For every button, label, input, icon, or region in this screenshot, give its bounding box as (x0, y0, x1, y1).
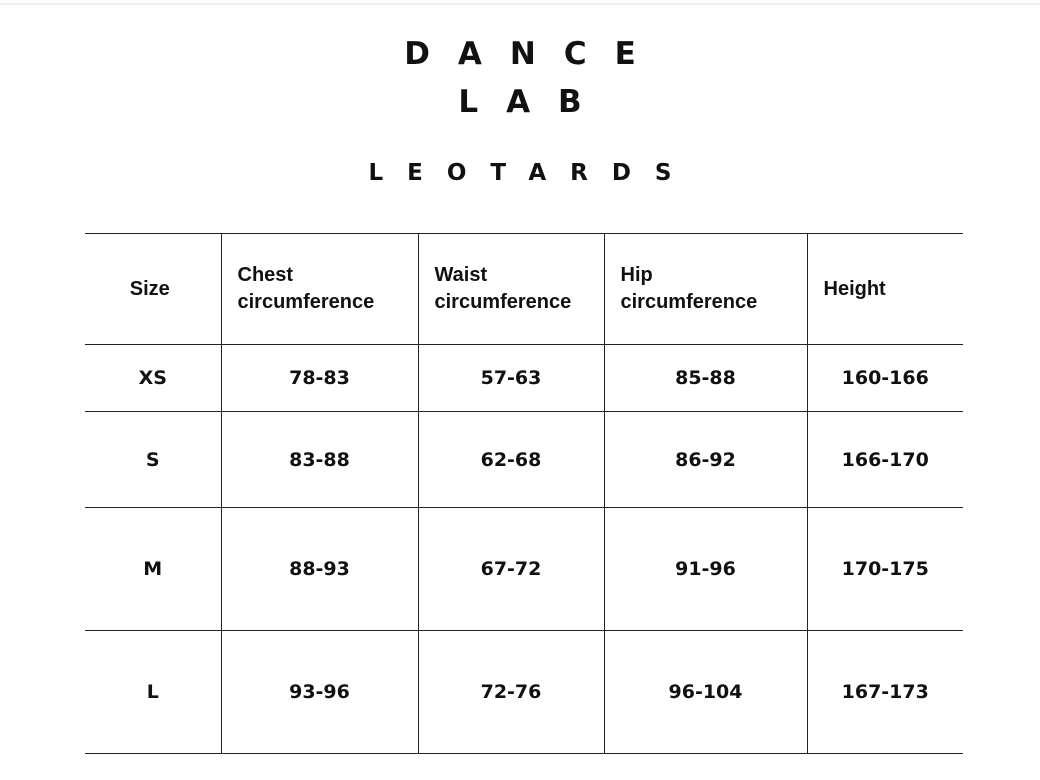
header-hip-line-2: circumference (620, 291, 758, 313)
header-hip (604, 234, 807, 345)
header-chest (221, 234, 418, 345)
cell-chest: 88-93 (221, 508, 418, 631)
table-row (85, 508, 963, 631)
header-size: Size (85, 234, 221, 345)
size-chart-table (85, 233, 963, 754)
page-title: LEOTARDS (368, 160, 696, 186)
cell-size: S (85, 412, 221, 508)
header-waist (418, 234, 604, 345)
header-chest-line-2: circumference (237, 291, 375, 313)
cell-height: 166-170 (807, 412, 963, 508)
cell-hip: 96-104 (604, 631, 807, 754)
cell-hip: 91-96 (604, 508, 807, 631)
table-header-row (85, 234, 963, 345)
cell-height: 170-175 (807, 508, 963, 631)
brand-line-1: DANCE (404, 36, 664, 72)
header-waist-line-2: circumference (434, 291, 572, 313)
cell-height: 167-173 (807, 631, 963, 754)
cell-waist: 57-63 (418, 345, 604, 412)
table-row (85, 345, 963, 412)
cell-size: L (85, 631, 221, 754)
brand-logo (0, 30, 1040, 126)
cell-waist: 62-68 (418, 412, 604, 508)
cell-hip: 85-88 (604, 345, 807, 412)
brand-line-2: LAB (458, 84, 610, 120)
top-divider (0, 3, 1040, 5)
table-row (85, 631, 963, 754)
header-height: Height (807, 234, 963, 345)
cell-hip: 86-92 (604, 412, 807, 508)
cell-chest: 78-83 (221, 345, 418, 412)
header-hip-line-1: Hip (620, 264, 653, 286)
cell-chest: 83-88 (221, 412, 418, 508)
header-chest-line-1: Chest (237, 264, 294, 286)
cell-height: 160-166 (807, 345, 963, 412)
cell-size: M (85, 508, 221, 631)
header-waist-line-1: Waist (434, 264, 488, 286)
cell-size: XS (85, 345, 221, 412)
cell-waist: 72-76 (418, 631, 604, 754)
cell-waist: 67-72 (418, 508, 604, 631)
table-row (85, 412, 963, 508)
cell-chest: 93-96 (221, 631, 418, 754)
